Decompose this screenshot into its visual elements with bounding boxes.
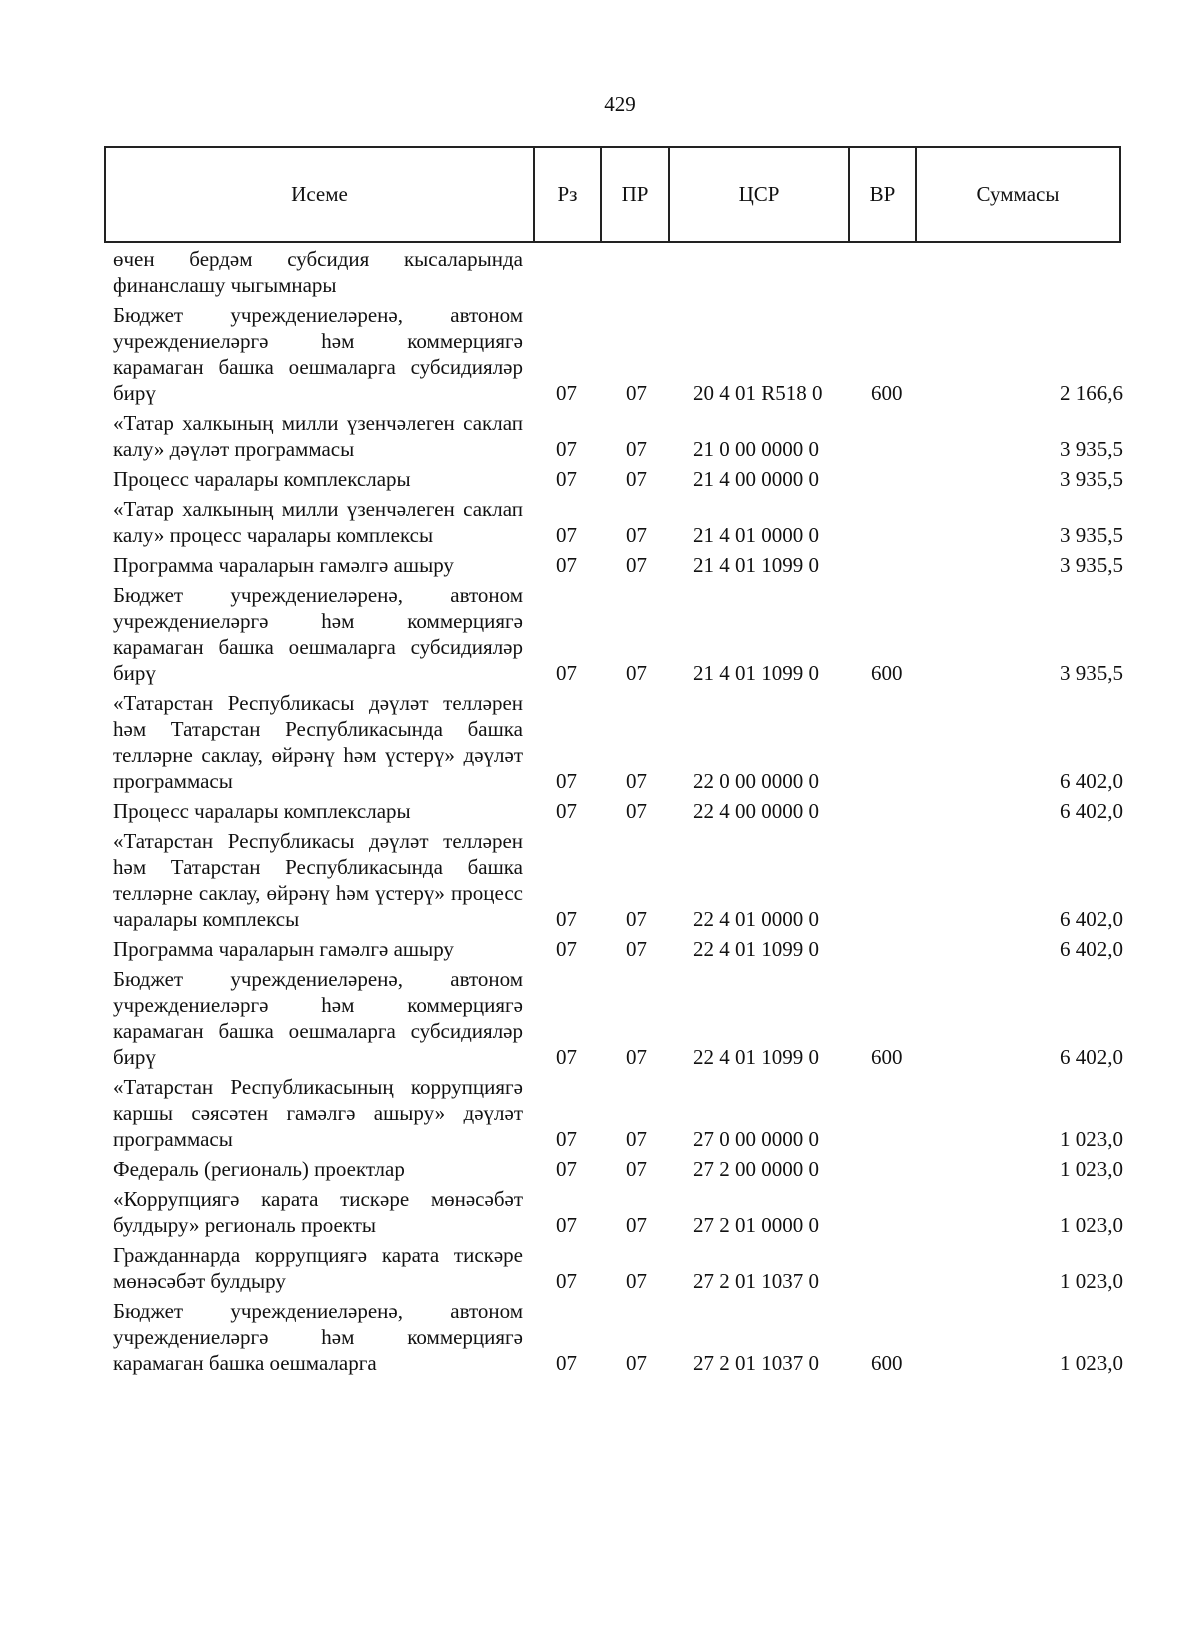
row-csr: 22 4 01 1099 0 xyxy=(693,937,819,961)
row-name: Федераль (региональ) проектлар xyxy=(113,1157,405,1181)
table-row xyxy=(113,936,1123,962)
table-row xyxy=(113,1186,1123,1238)
row-sum: 3 935,5 xyxy=(1060,467,1123,491)
row-name: Процесс чаралары комплекслары xyxy=(113,467,411,491)
row-sum: 6 402,0 xyxy=(1060,1045,1123,1069)
table-row xyxy=(113,582,1123,686)
row-pr: 07 xyxy=(626,1045,647,1069)
row-rz: 07 xyxy=(556,661,577,685)
row-name: «Татарстан Республикасы дәүләт телләрен һәм Татарстан Республикасында башка телләрне саклау, өйрәнү һәм үстерү» дәүләт программасы xyxy=(113,691,523,793)
table-row xyxy=(113,690,1123,794)
row-name: «Татар халкының милли үзенчәлеген саклап калу» процесс чаралары комплексы xyxy=(113,497,523,547)
row-rz: 07 xyxy=(556,1269,577,1293)
row-name: «Татарстан Республикасы дәүләт телләрен һәм Татарстан Республикасында башка телләрне саклау, өйрәнү һәм үстерү» процесс чаралары комплексы xyxy=(113,829,523,931)
row-name: «Татар халкының милли үзенчәлеген саклап калу» дәүләт программасы xyxy=(113,411,523,461)
row-rz: 07 xyxy=(556,523,577,547)
table-row xyxy=(113,798,1123,824)
row-csr: 21 4 00 0000 0 xyxy=(693,467,819,491)
row-sum: 1 023,0 xyxy=(1060,1213,1123,1237)
row-name: Бюджет учреждениеләренә, автоном учреждениеләргә һәм коммерциягә карамаган башка оешмаларга субсидияләр бирү xyxy=(113,303,523,405)
row-pr: 07 xyxy=(626,1157,647,1181)
row-sum: 1 023,0 xyxy=(1060,1157,1123,1181)
table-body xyxy=(113,242,1123,1376)
row-rz: 07 xyxy=(556,769,577,793)
row-rz: 07 xyxy=(556,1045,577,1069)
row-csr: 21 0 00 0000 0 xyxy=(693,437,819,461)
row-csr: 27 2 01 1037 0 xyxy=(693,1351,819,1375)
row-csr: 22 4 00 0000 0 xyxy=(693,799,819,823)
row-pr: 07 xyxy=(626,553,647,577)
row-csr: 27 0 00 0000 0 xyxy=(693,1127,819,1151)
row-pr: 07 xyxy=(626,799,647,823)
table-row xyxy=(113,466,1123,492)
row-csr: 21 4 01 1099 0 xyxy=(693,553,819,577)
table-header xyxy=(104,146,1121,243)
row-sum: 3 935,5 xyxy=(1060,661,1123,685)
row-vr: 600 xyxy=(871,661,903,685)
row-csr: 21 4 01 0000 0 xyxy=(693,523,819,547)
row-sum: 6 402,0 xyxy=(1060,937,1123,961)
row-rz: 07 xyxy=(556,1127,577,1151)
row-sum: 2 166,6 xyxy=(1060,381,1123,405)
page-number: 429 xyxy=(604,92,636,116)
row-rz: 07 xyxy=(556,553,577,577)
row-rz: 07 xyxy=(556,381,577,405)
table-row xyxy=(113,552,1123,578)
row-name: Программа чараларын гамәлгә ашыру xyxy=(113,553,454,577)
row-sum: 3 935,5 xyxy=(1060,437,1123,461)
row-name: Бюджет учреждениеләренә, автоном учреждениеләргә һәм коммерциягә карамаган башка оешмаларга субсидияләр бирү xyxy=(113,967,523,1069)
row-rz: 07 xyxy=(556,437,577,461)
table-row xyxy=(113,410,1123,462)
row-csr: 27 2 01 0000 0 xyxy=(693,1213,819,1237)
table-row xyxy=(113,1074,1123,1152)
row-vr: 600 xyxy=(871,1351,903,1375)
row-csr: 22 0 00 0000 0 xyxy=(693,769,819,793)
header-rz: Рз xyxy=(535,148,602,241)
row-rz: 07 xyxy=(556,799,577,823)
row-pr: 07 xyxy=(626,907,647,931)
header-csr: ЦСР xyxy=(670,148,850,241)
row-csr: 21 4 01 1099 0 xyxy=(693,661,819,685)
row-pr: 07 xyxy=(626,523,647,547)
header-sum: Суммасы xyxy=(976,182,1060,206)
row-pr: 07 xyxy=(626,661,647,685)
row-csr: 27 2 00 0000 0 xyxy=(693,1157,819,1181)
row-sum: 3 935,5 xyxy=(1060,523,1123,547)
header-pr: ПР xyxy=(602,148,670,241)
row-vr: 600 xyxy=(871,1045,903,1069)
row-rz: 07 xyxy=(556,1213,577,1237)
row-pr: 07 xyxy=(626,1351,647,1375)
row-csr: 20 4 01 R518 0 xyxy=(693,381,823,405)
table-row xyxy=(113,1242,1123,1294)
row-rz: 07 xyxy=(556,1157,577,1181)
header-vr: ВР xyxy=(850,148,917,241)
header-name: Исеме xyxy=(106,148,535,241)
row-pr: 07 xyxy=(626,937,647,961)
row-pr: 07 xyxy=(626,381,647,405)
row-rz: 07 xyxy=(556,907,577,931)
table-row xyxy=(113,828,1123,932)
row-name: Бюджет учреждениеләренә, автоном учреждениеләргә һәм коммерциягә карамаган башка оешмаларга субсидияләр бирү xyxy=(113,583,523,685)
row-pr: 07 xyxy=(626,1213,647,1237)
row-sum: 1 023,0 xyxy=(1060,1351,1123,1375)
row-csr: 27 2 01 1037 0 xyxy=(693,1269,819,1293)
row-sum: 6 402,0 xyxy=(1060,769,1123,793)
row-sum: 3 935,5 xyxy=(1060,553,1123,577)
table-row xyxy=(113,1156,1123,1182)
row-pr: 07 xyxy=(626,769,647,793)
row-rz: 07 xyxy=(556,1351,577,1375)
row-pr: 07 xyxy=(626,1127,647,1151)
row-name: «Татарстан Республикасының коррупциягә каршы сәясәтен гамәлгә ашыру» дәүләт программасы xyxy=(113,1075,523,1151)
row-sum: 6 402,0 xyxy=(1060,799,1123,823)
row-name: өчен бердәм субсидия кысаларында финанслашу чыгымнары xyxy=(113,247,523,297)
row-sum: 1 023,0 xyxy=(1060,1127,1123,1151)
row-sum: 1 023,0 xyxy=(1060,1269,1123,1293)
table-row xyxy=(113,966,1123,1070)
row-name: Бюджет учреждениеләренә, автоном учреждениеләргә һәм коммерциягә карамаган башка оешмаларга xyxy=(113,1299,523,1375)
row-name: Программа чараларын гамәлгә ашыру xyxy=(113,937,454,961)
table-row xyxy=(113,496,1123,548)
row-name: Процесс чаралары комплекслары xyxy=(113,799,411,823)
row-sum: 6 402,0 xyxy=(1060,907,1123,931)
row-csr: 22 4 01 1099 0 xyxy=(693,1045,819,1069)
row-csr: 22 4 01 0000 0 xyxy=(693,907,819,931)
row-pr: 07 xyxy=(626,1269,647,1293)
row-pr: 07 xyxy=(626,437,647,461)
row-rz: 07 xyxy=(556,467,577,491)
row-name: Гражданнарда коррупциягә карата тискәре мөнәсәбәт булдыру xyxy=(113,1243,523,1293)
row-vr: 600 xyxy=(871,381,903,405)
row-pr: 07 xyxy=(626,467,647,491)
row-name: «Коррупциягә карата тискәре мөнәсәбәт булдыру» региональ проекты xyxy=(113,1187,523,1237)
table-row xyxy=(113,246,1123,298)
table-row xyxy=(113,302,1123,406)
table-row xyxy=(113,1298,1123,1376)
row-rz: 07 xyxy=(556,937,577,961)
